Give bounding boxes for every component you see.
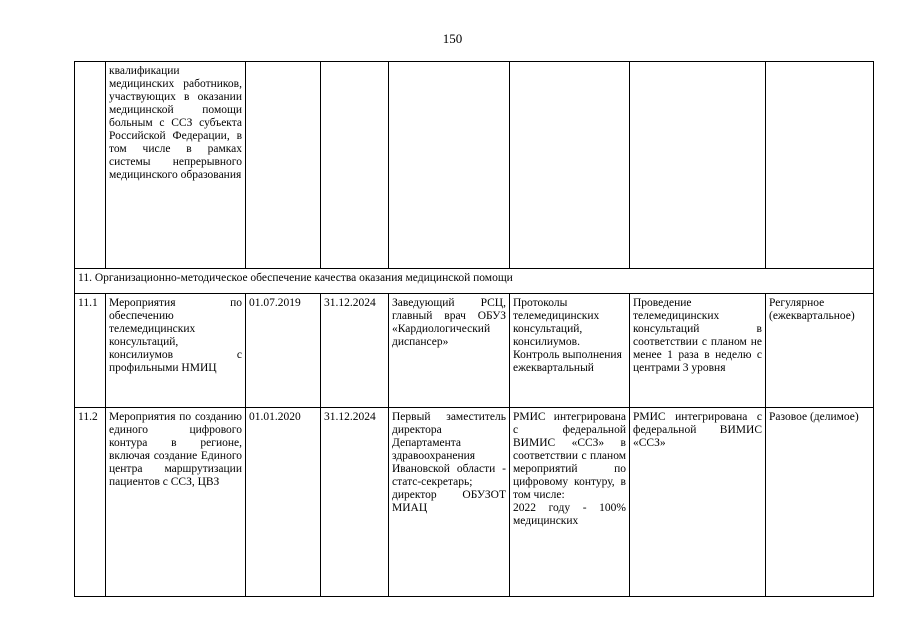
activity-cell: квалификации медицинских работников, участвующих в оказании медицинской помощи больным с ССЗ субъекта Российской Федерации, в том числе в рамках системы непрерывного медицинского образования [106, 62, 246, 269]
frequency-cell: Разовое (делимое) [766, 408, 874, 597]
page-number: 150 [442, 31, 463, 46]
table-row [75, 408, 874, 597]
end-date-cell: 31.12.2024 [321, 408, 389, 597]
result-cell: РМИС интегрирована с федеральной ВИМИС «ССЗ» в соответствии с планом мероприятий по цифровому контуру, в том числе: 2022 году - 100% медицинских [510, 408, 630, 597]
responsible-cell [389, 62, 510, 269]
result-cell: Протоколы телемедицинских консультаций, консилиумов. Контроль выполнения ежеквартальный [510, 294, 630, 408]
start-date-cell: 01.01.2020 [246, 408, 321, 597]
indicator-cell: РМИС интегрирована с федеральной ВИМИС «ССЗ» [630, 408, 766, 597]
frequency-cell: Регулярное (ежеквартальное) [766, 294, 874, 408]
row-number: 11.2 [75, 408, 106, 597]
continuation-row [75, 62, 874, 269]
result-cell [510, 62, 630, 269]
responsible-cell: Заведующий РСЦ, главный врач ОБУЗ «Кардиологический диспансер» [389, 294, 510, 408]
end-date-cell: 31.12.2024 [321, 294, 389, 408]
section-title: 11. Организационно-методическое обеспечение качества оказания медицинской помощи [75, 269, 874, 294]
indicator-cell [630, 62, 766, 269]
start-date-cell [246, 62, 321, 269]
frequency-cell [766, 62, 874, 269]
end-date-cell [321, 62, 389, 269]
indicator-cell: Проведение телемедицинских консультаций в соответствии с планом не менее 1 раза в неделю с центрами 3 уровня [630, 294, 766, 408]
table-row [75, 294, 874, 408]
row-number: 11.1 [75, 294, 106, 408]
number-cell [75, 62, 106, 269]
section-header-row [75, 269, 874, 294]
activity-cell: Мероприятия по созданию единого цифрового контура в регионе, включая создание Единого центра маршрутизации пациентов с ССЗ, ЦВЗ [106, 408, 246, 597]
plan-table [74, 61, 874, 597]
activity-cell: Мероприятия по обеспечению телемедицинских консультаций, консилиумов с профильными НМИЦ [106, 294, 246, 408]
start-date-cell: 01.07.2019 [246, 294, 321, 408]
responsible-cell: Первый заместитель директора Департамента здравоохранения Ивановской области - статс-секретарь; директор ОБУЗОТ МИАЦ [389, 408, 510, 597]
